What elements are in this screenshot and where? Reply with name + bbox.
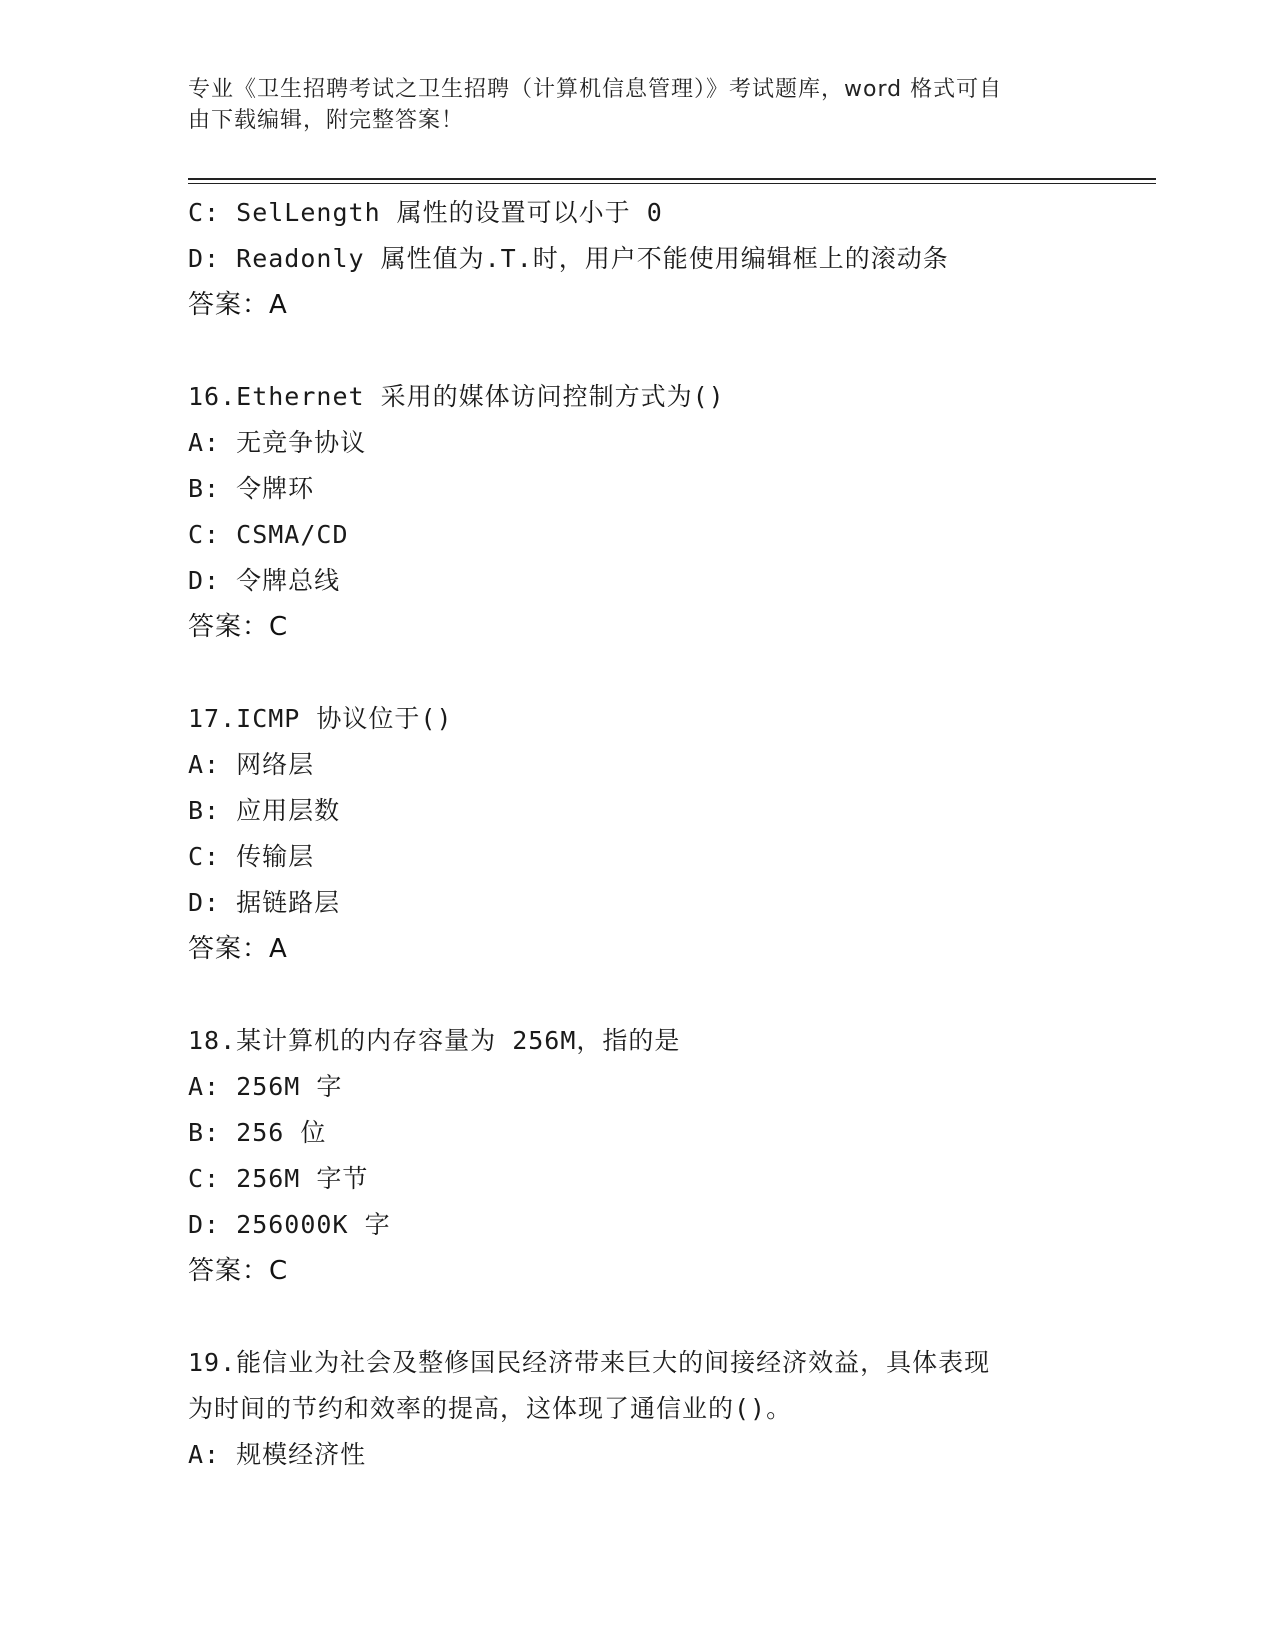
option-a: A: 256M 字 (188, 1072, 343, 1101)
prev-question-block (188, 190, 1088, 328)
spacer (188, 972, 1088, 1018)
option-c: C: CSMA/CD (188, 520, 349, 549)
question-text: 16.Ethernet 采用的媒体访问控制方式为() (188, 382, 725, 411)
question-text: 18.某计算机的内存容量为 256M，指的是 (188, 1026, 681, 1055)
spacer (188, 1294, 1088, 1340)
option-a: A: 无竞争协议 (188, 428, 367, 457)
document-header (188, 74, 1068, 136)
spacer (188, 328, 1088, 374)
option-c: C: 256M 字节 (188, 1164, 369, 1193)
option-c: C: SelLength 属性的设置可以小于 0 (188, 198, 663, 227)
question-text-line-2: 为时间的节约和效率的提高，这体现了通信业的()。 (188, 1394, 793, 1423)
header-divider-thin (188, 183, 1156, 184)
header-divider-thick (188, 178, 1156, 180)
answer-label: 答案：C (188, 1256, 289, 1286)
answer-label: 答案：A (188, 934, 288, 964)
answer-label: 答案：A (188, 290, 288, 320)
question-19-block (188, 1340, 1088, 1478)
option-d: D: 令牌总线 (188, 566, 341, 595)
answer-label: 答案：C (188, 612, 289, 642)
option-d: D: 256000K 字 (188, 1210, 391, 1239)
option-d: D: Readonly 属性值为.T.时，用户不能使用编辑框上的滚动条 (188, 244, 949, 273)
option-b: B: 256 位 (188, 1118, 327, 1147)
option-a: A: 规模经济性 (188, 1440, 367, 1469)
option-b: B: 令牌环 (188, 474, 315, 503)
question-text: 17.ICMP 协议位于() (188, 704, 453, 733)
question-16-block (188, 374, 1088, 650)
header-line-2: 由下载编辑，附完整答案！ (188, 108, 465, 133)
option-b: B: 应用层数 (188, 796, 341, 825)
question-18-block (188, 1018, 1088, 1294)
option-a: A: 网络层 (188, 750, 315, 779)
question-17-block (188, 696, 1088, 972)
question-text-line-1: 19.能信业为社会及整修国民经济带来巨大的间接经济效益，具体表现 (188, 1348, 991, 1377)
option-d: D: 据链路层 (188, 888, 341, 917)
question-content (188, 190, 1088, 1478)
spacer (188, 650, 1088, 696)
option-c: C: 传输层 (188, 842, 315, 871)
header-line-1: 专业《卫生招聘考试之卫生招聘（计算机信息管理）》考试题库，word 格式可自 (188, 77, 1003, 102)
